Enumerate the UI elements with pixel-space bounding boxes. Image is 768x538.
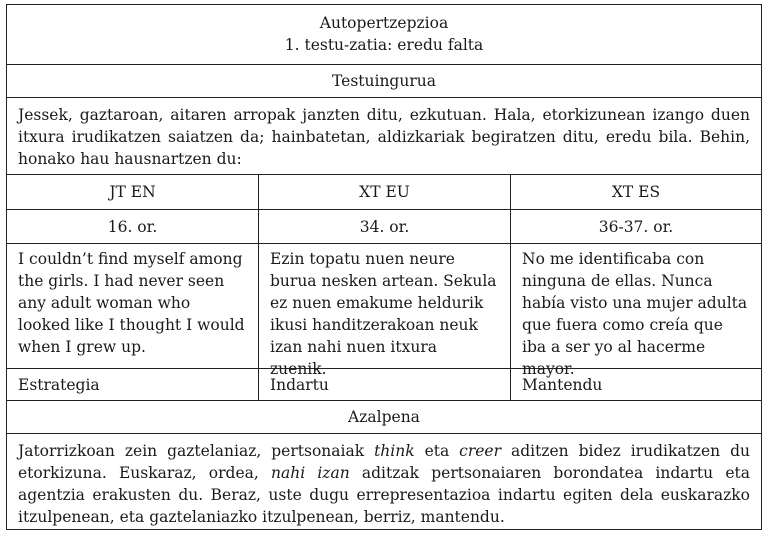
excerpt-en: I couldn’t find myself among the girls. I had never seen any adult woman who looked like I thought I would when I grew up. — [7, 244, 259, 368]
analysis-table — [6, 4, 762, 530]
table-subtitle: 1. testu-zatia: eredu falta — [284, 36, 484, 54]
column-header-row — [7, 175, 761, 210]
explanation-heading: Azalpena — [7, 401, 761, 434]
page-ref-eu: 34. or. — [259, 210, 511, 243]
column-header-xt-eu: XT EU — [259, 175, 511, 209]
context-heading: Testuingurua — [7, 65, 761, 98]
term-creer: creer — [459, 442, 502, 460]
strategy-es: Mantendu — [522, 376, 603, 394]
column-header-xt-es: XT ES — [611, 183, 661, 201]
excerpt-eu: Ezin topatu nuen neure burua nesken artean. Sekula ez nuen emakume heldurik ikusi handitzerakoan neuk izan nahi nuen itxura zuenik. — [259, 244, 511, 368]
excerpt-es: No me identificaba con ninguna de ellas. Nunca había visto una mujer adulta que fuera como creía que iba a ser yo al hacerme mayor. — [522, 250, 748, 378]
excerpt-row — [7, 244, 761, 378]
table-title: Autopertzepzioa — [319, 14, 449, 32]
page-ref-es: 36-37. or. — [598, 218, 674, 236]
context-text: Jessek, gaztaroan, aitaren arropak janzten ditu, ezkutuan. Hala, etorkizunean izango duen itxura irudikatzen saiatzen da; hainbatetan, aldizkariak begiratzen ditu, eredu bila. Behin, honako hau hausnartzen du: — [7, 98, 761, 175]
column-header-jt-en: JT EN — [7, 175, 259, 209]
strategy-eu: Indartu — [259, 369, 511, 400]
explanation-text: Jatorrizkoan zein gaztelaniaz, pertsonaiak think eta creer aditzen bidez irudikatzen du etorkizuna. Euskaraz, ordea, nahi izan aditzak pertsonaiaren borondatea indartu eta agentzia erakusten du. Beraz, uste dugu errepresentazioa indartu egiten dela euskarazko itzulpenean, eta gaztelaniazko itzulpenean, berriz, mantendu. — [18, 442, 750, 526]
page-ref-row — [7, 210, 761, 244]
strategy-row — [7, 369, 761, 401]
term-think: think — [374, 442, 415, 460]
page-ref-en: 16. or. — [7, 210, 259, 243]
table-header — [7, 5, 761, 65]
term-nahi-izan: nahi izan — [271, 464, 350, 482]
strategy-label: Estrategia — [7, 369, 259, 400]
